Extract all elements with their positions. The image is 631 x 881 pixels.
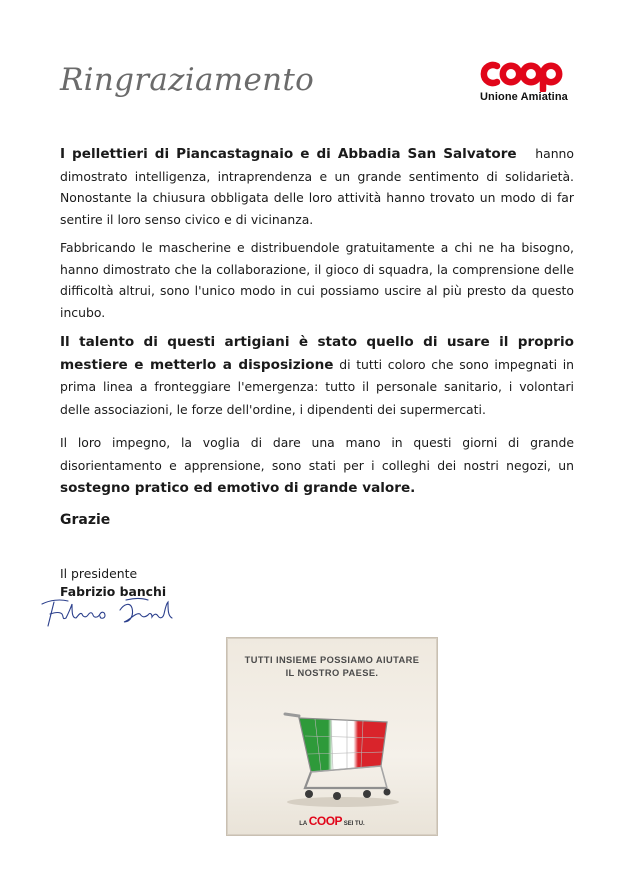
paragraph-1-bold: I pellettieri di Piancastagnaio e di Abbadia San Salvatore [60, 146, 517, 162]
page-title: Ringraziamento [60, 62, 315, 98]
thanks-heading: Grazie [60, 512, 111, 528]
paragraph-3-bold: Il talento di questi artigiani è stato quello di usare il proprio mestiere e metterlo a disposizione [60, 334, 574, 373]
paragraph-4 [60, 432, 574, 500]
poster-slogan [227, 814, 437, 828]
paragraph-2: Fabbricando le mascherine e distribuendole gratuitamente a chi ne ha bisogno, hanno dimostrato che la collaborazione, il gioco di squadra, la comprensione delle difficoltà altrui, sono l'unico modo in cui possiamo uscire al più presto da questo incubo. [60, 240, 574, 320]
handwritten-signature [38, 590, 178, 630]
logo-subtitle: Unione Amiatina [480, 91, 568, 103]
poster-headline [227, 654, 437, 680]
paragraph-3-text: di tutti coloro che sono impegnati in prima linea a fronteggiare l'emergenza: tutto il personale sanitario, i volontari delle associazioni, le forze dell'ordine, i dipendenti dei supermercati. [60, 356, 574, 417]
poster-headline-line-1: TUTTI INSIEME POSSIAMO AIUTARE [244, 655, 420, 665]
campaign-poster [226, 637, 438, 836]
president-role: Il presidente [60, 566, 138, 581]
president-name: Fabrizio banchi [60, 584, 167, 599]
poster-slogan-tail: SEI TU. [343, 821, 365, 827]
poster-headline-line-2: IL NOSTRO PAESE. [285, 668, 379, 678]
shopping-cart-icon [275, 708, 405, 808]
poster-brand: COOP [308, 814, 343, 828]
paragraph-1-text: hanno dimostrato intelligenza, intraprendenza e un grande sentimento di solidarietà. Nonostante la chiusura obbligata delle loro attività hanno trovato un modo di far sentire il loro senso civico e di vicinanza. [60, 146, 574, 227]
paragraph-1 [60, 143, 574, 230]
paragraph-4-text: Il loro impegno, la voglia di dare una mano in questi giorni di grande disorientamento e apprensione, sono stati per i colleghi dei nostri negozi, un [60, 435, 574, 473]
paragraph-3 [60, 331, 574, 421]
poster-slogan-la: LA [299, 821, 308, 827]
paragraph-4-bold: sostegno pratico ed emotivo di grande valore. [60, 480, 416, 496]
